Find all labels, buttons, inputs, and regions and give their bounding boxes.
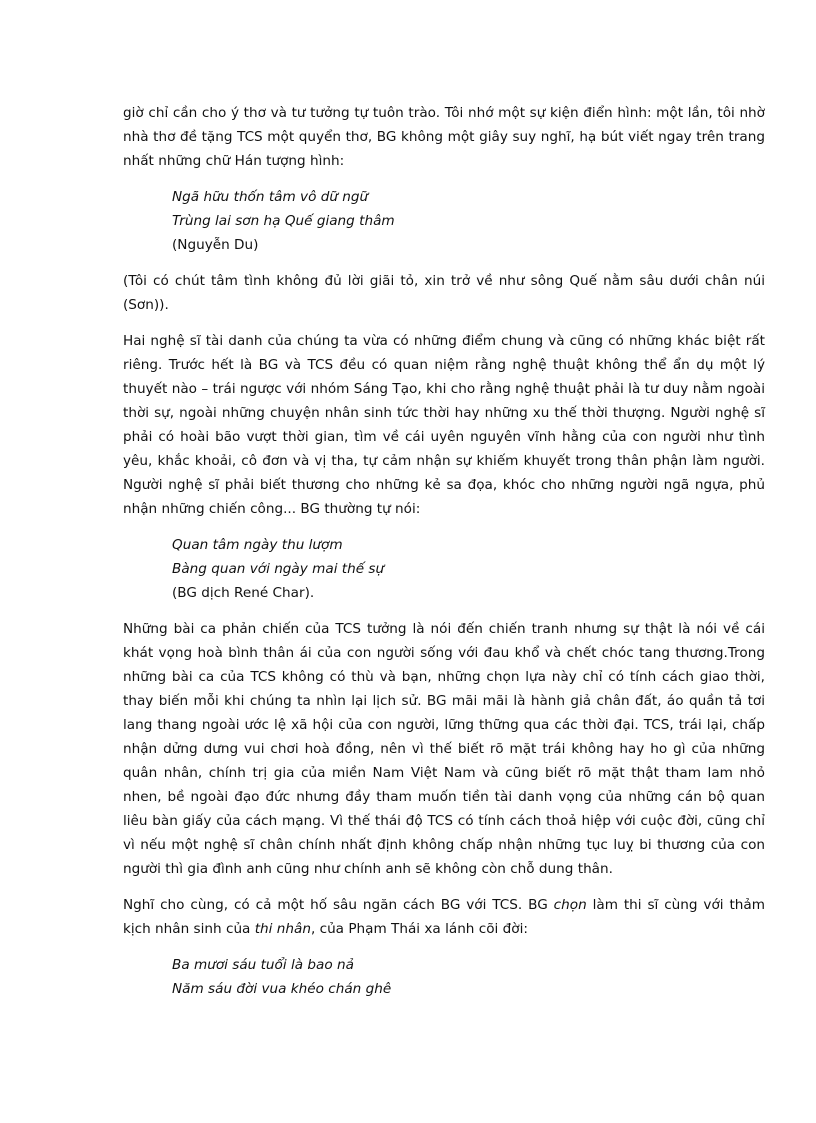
document-page: [123, 101, 765, 1001]
verse-line: Trùng lai sơn hạ Quế giang thâm: [172, 213, 395, 229]
verse-line: Quan tâm ngày thu lượm: [172, 537, 343, 553]
verse-line: Ba mươi sáu tuổi là bao nả: [172, 957, 354, 973]
paragraph-5-text: làm thi sĩ cùng với thảm kịch nhân sinh của: [123, 897, 765, 937]
emphasis-chon: chọn: [553, 897, 587, 913]
spacer: [123, 173, 765, 185]
paragraph-1: giờ chỉ cần cho ý thơ và tư tưởng tự tuôn trào. Tôi nhớ một sự kiện điển hình: một lần, tôi nhờ nhà thơ đề tặng TCS một quyển thơ, BG không một giây suy nghĩ, hạ bút viết ngay trên trang nhất những chữ Hán tượng hình:: [123, 105, 765, 169]
paragraph-5-text: , của Phạm Thái xa lánh cõi đời:: [310, 921, 528, 937]
verse-line: Năm sáu đời vua khéo chán ghê: [172, 981, 392, 997]
paragraph-5-text: Nghĩ cho cùng, có cả một hố sâu ngăn cách BG với TCS. BG: [123, 897, 554, 913]
verse-pham-thai: [172, 953, 765, 1001]
spacer: [123, 317, 765, 329]
emphasis-thi-nhan: thi nhân: [254, 921, 311, 937]
verse-rene-char: [172, 533, 765, 605]
spacer: [123, 941, 765, 953]
paragraph-4: Những bài ca phản chiến của TCS tưởng là nói đến chiến tranh nhưng sự thật là nói về cái khát vọng hoà bình thân ái của con người sống với đau khổ và chết chóc tang thương.Trong những bài ca của TCS không có thù và bạn, những chọn lựa này chỉ có tính cách giao thời, thay biến mỗi khi chúng ta nhìn lại lịch sử. BG mãi mãi là hành giả chân đất, áo quần tả tơi lang thang ngoài ước lệ xã hội của con người, lững thững qua các thời đại. TCS, trái lại, chấp nhận dửng dưng vui chơi hoà đồng, nên vì thế biết rõ mặt trái không hay ho gì của những quân nhân, chính trị gia của miền Nam Việt Nam và cũng biết rõ mặt thật tham lam nhỏ nhen, bề ngoài đạo đức nhưng đầy tham muốn tiền tài danh vọng của những cán bộ quan liêu bàn giấy của cách mạng. Vì thế thái độ TCS có tính cách thoả hiệp với cuộc đời, cũng chỉ vì nếu một nghệ sĩ chân chính nhất định không chấp nhận những tục luỵ bi thương của con người thì gia đình anh cũng như chính anh sẽ không còn chỗ dung thân.: [123, 621, 765, 877]
paragraph-5: [123, 893, 765, 941]
verse-line: Ngã hữu thốn tâm vô dữ ngữ: [172, 189, 369, 205]
verse-line: Bàng quan với ngày mai thế sự: [172, 561, 385, 577]
spacer: [123, 605, 765, 617]
verse-attribution: (BG dịch René Char).: [172, 585, 315, 601]
paragraph-2: (Tôi có chút tâm tình không đủ lời giãi tỏ, xin trở về như sông Quế nằm sâu dưới chân núi (Sơn)).: [123, 273, 765, 313]
paragraph-3: Hai nghệ sĩ tài danh của chúng ta vừa có những điểm chung và cũng có những khác biệt rất riêng. Trước hết là BG và TCS đều có quan niệm rằng nghệ thuật không thể ẩn dụ một lý thuyết nào – trái ngược với nhóm Sáng Tạo, khi cho rằng nghệ thuật phải là tư duy nằm ngoài thời sự, ngoài những chuyện nhân sinh tức thời hay những xu thế thời thượng. Người nghệ sĩ phải có hoài bão vượt thời gian, tìm về cái uyên nguyên vĩnh hằng của con người như tình yêu, khắc khoải, cô đơn và vị tha, tự cảm nhận sự khiếm khuyết trong thân phận làm người. Người nghệ sĩ phải biết thương cho những kẻ sa đọa, khóc cho những người ngã ngựa, phủ nhận những chiến công... BG thường tự nói:: [123, 333, 765, 517]
spacer: [123, 257, 765, 269]
spacer: [123, 521, 765, 533]
verse-attribution: (Nguyễn Du): [172, 237, 259, 253]
spacer: [123, 881, 765, 893]
verse-nguyen-du: [172, 185, 765, 257]
